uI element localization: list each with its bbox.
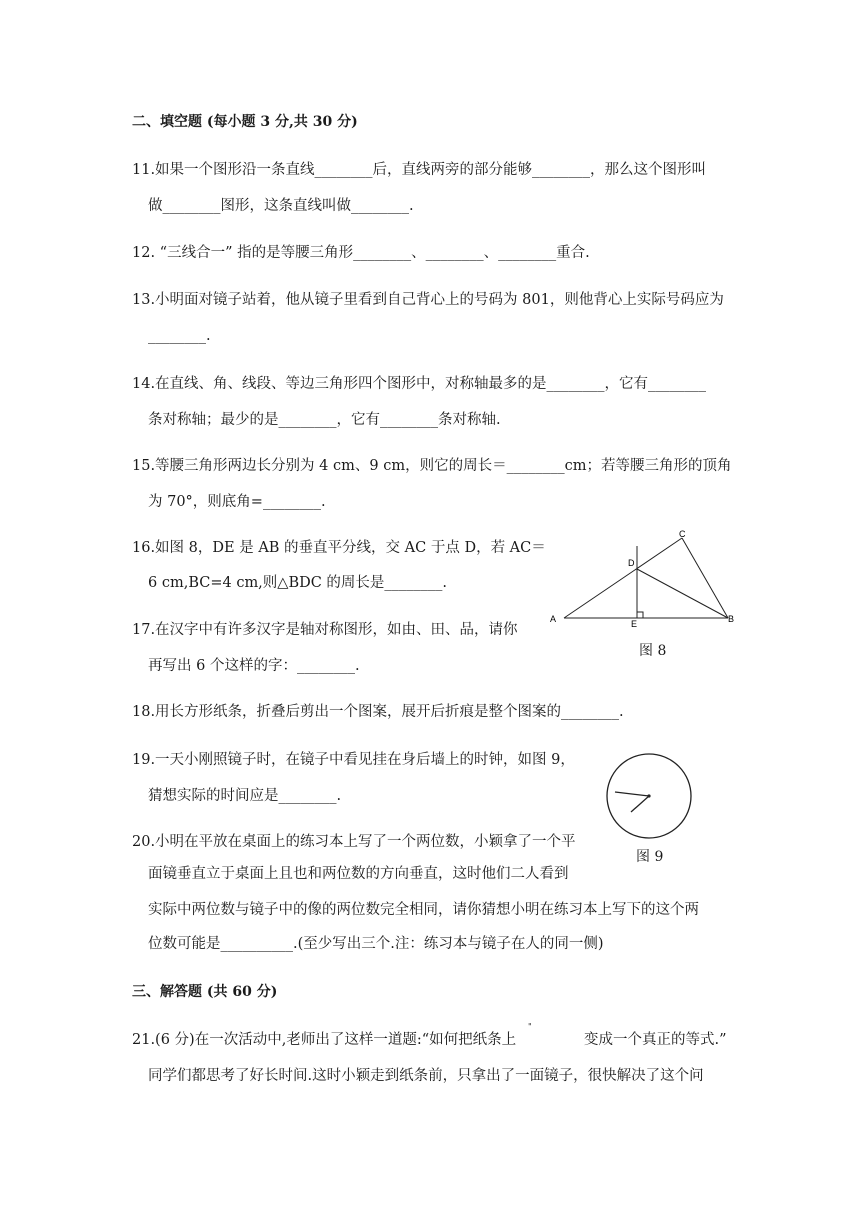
q20-line2: 面镜垂直立于桌面上且也和两位数的方向垂直，这时他们二人看到: [148, 866, 569, 882]
q21-line1-start: 21.(6 分)在一次活动中,老师出了这样一道题:“如何把纸条上: [132, 1032, 517, 1048]
figure-8-caption: 图 8: [639, 643, 667, 659]
q21-line2: 同学们都思考了好长时间.这时小颖走到纸条前，只拿出了一面镜子，很快解决了这个问: [148, 1068, 704, 1084]
q11-line2: 做________图形，这条直线叫做________.: [148, 198, 414, 214]
figure-9-clock: [603, 750, 695, 842]
clock-center: [647, 794, 650, 797]
label-b: B: [728, 614, 735, 624]
label-c: C: [679, 529, 686, 539]
q20-line1: 20.小明在平放在桌面上的练习本上写了一个两位数，小颖拿了一个平: [132, 834, 576, 850]
q19-line1: 19.一天小刚照镜子时，在镜子中看见挂在身后墙上的时钟，如图 9，: [132, 752, 575, 768]
q16-line1: 16.如图 8，DE 是 AB 的垂直平分线，交 AC 于点 D，若 AC＝: [132, 540, 546, 556]
q14-line2: 条对称轴；最少的是________，它有________条对称轴.: [148, 412, 501, 428]
q19-line2: 猜想实际的时间应是________.: [148, 788, 342, 804]
q11-line1: 11.如果一个图形沿一条直线________后，直线两旁的部分能够________，那么这个图形叫: [132, 162, 707, 178]
clock-hand-short: [631, 796, 649, 812]
q12-line1: 12. “三线合一” 指的是等腰三角形________、________、________重合.: [132, 245, 590, 261]
q13-line2: ________.: [148, 328, 211, 344]
q14-line1: 14.在直线、角、线段、等边三角形四个图形中，对称轴最多的是________，它有________: [132, 376, 707, 392]
q21-line1-end: 变成一个真正的等式.”: [584, 1032, 727, 1048]
figure-9-caption: 图 9: [636, 849, 664, 865]
label-d: D: [628, 558, 635, 568]
section3-title: 三、解答题 (共 60 分): [132, 984, 278, 1000]
figure-8-diagram: [545, 528, 745, 628]
q17-line2: 再写出 6 个这样的字：________.: [148, 658, 360, 674]
clock-hand-long: [615, 792, 649, 796]
q15-line2: 为 70°，则底角=________.: [148, 494, 326, 510]
q21-paper-strip-mark: ": [528, 1022, 532, 1031]
q13-line1: 13.小明面对镜子站着，他从镜子里看到自己背心上的号码为 801，则他背心上实际号码应为: [132, 292, 724, 308]
section2-title: 二、填空题 (每小题 3 分,共 30 分): [132, 114, 358, 130]
label-a: A: [550, 614, 557, 624]
segment-ac: [564, 538, 682, 618]
q20-line3: 实际中两位数与镜子中的像的两位数完全相同，请你猜想小明在练习本上写下的这个两: [148, 902, 699, 918]
right-angle-mark: [637, 612, 643, 618]
q18-line1: 18.用长方形纸条，折叠后剪出一个图案，展开后折痕是整个图案的________.: [132, 704, 624, 720]
q16-line2: 6 cm,BC=4 cm,则△BDC 的周长是________.: [148, 575, 448, 591]
q17-line1: 17.在汉字中有许多汉字是轴对称图形，如由、田、品，请你: [132, 622, 518, 638]
label-e: E: [631, 619, 638, 628]
q15-line1: 15.等腰三角形两边长分别为 4 cm、9 cm，则它的周长＝________cm；若等腰三角形的顶角: [132, 458, 732, 474]
q20-line4: 位数可能是__________.(至少写出三个.注：练习本与镜子在人的同一侧): [148, 936, 604, 952]
